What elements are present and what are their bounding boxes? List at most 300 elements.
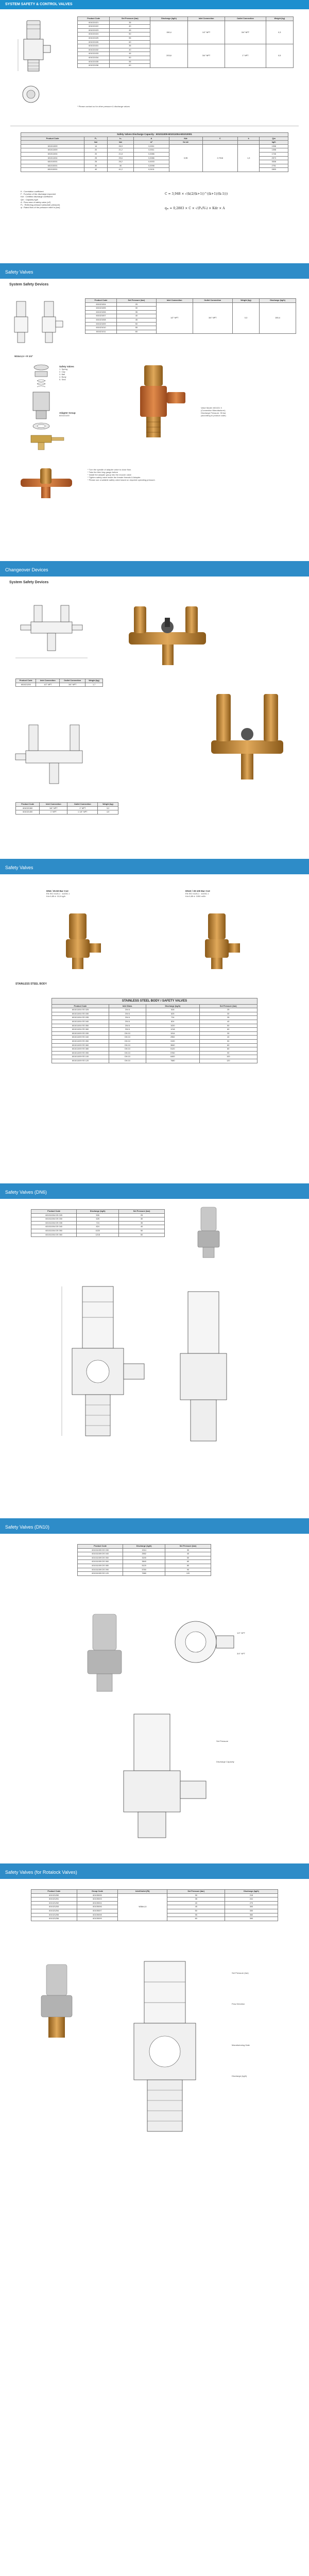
table-cell: 625 [146,1012,200,1016]
right-valve-spec [185,890,210,897]
table-cell: 0,0011 [134,144,169,148]
table-cell: 40 [165,1552,211,1556]
valve-note: Valve Model: 601021 X [201,406,222,409]
col-header: A [134,137,169,141]
callout-item: 3. Ball [59,373,65,376]
table-cell: 601011009 DS 090 [78,1568,123,1572]
table-cell: DN 10 [109,1059,146,1063]
table-cell: 601021035 [78,60,110,64]
table-cell: 30 [165,1548,211,1552]
table-row [78,1552,211,1556]
left-valve-spec-line: EN ISO 4126-1 · A1001.1 [46,892,70,895]
section-band-safety-valves-2: Safety Valves [0,859,309,874]
valve-drawing-top [15,19,52,80]
table-cell: 150,4 [260,302,296,334]
table-cell: DN 6 [109,1020,146,1024]
table-cell: 601011004 SS 040 [52,1020,109,1024]
rotalock-label: Flow Direction [232,2003,245,2005]
table-cell: 601021300 [16,806,40,810]
rotalock-label: Set Pressure (bar) [232,1972,249,1974]
table-cell: 3,2 [98,806,118,810]
table-row [52,1028,258,1032]
col-header [202,141,237,145]
table-cell: 601010001 [21,168,84,172]
table-cell: 7680 [146,1059,200,1063]
section-subtitle: System Safety Devices [9,581,49,584]
section-subtitle: System Safety Devices [9,283,49,286]
legend-item: A : Flow area of safety valve (m²) [21,200,51,204]
table-cell: 724 [77,1221,119,1225]
table-cell: 60 [167,1917,225,1921]
table-cell: 601021032 [78,48,110,52]
table-cell: 6400 [146,1055,200,1059]
table-row [52,1031,258,1036]
table-cell: 0,95 [169,144,202,172]
col-header: Inlet/Outlet (Rt) [118,1890,167,1894]
table-row [21,144,288,148]
table-cell: 3/4" NPT [60,683,85,687]
table-cell: DN 6 [109,1016,146,1020]
table-cell: 30 [116,307,156,311]
callout-item: 2. Cap [59,370,65,373]
col-header: Discharge (kg/h) [260,299,296,303]
rotalock-label: Discharge (kg/h) [232,2075,247,2077]
section-band-safety-valves: Safety Valves [0,263,309,279]
ss-valve-right-illustration [196,910,242,972]
table-cell: 824 [77,1225,119,1229]
table-row [78,1564,211,1568]
section-dn10 [0,1534,309,1853]
table-cell: 0,5 [266,44,294,68]
table-cell: 25 [116,302,156,307]
dn10-label: Discharge Capacity [216,1760,234,1763]
table-cell: 60 [110,40,150,44]
table-row [31,1221,165,1225]
table-row [85,302,296,307]
capacity-table-title: Safety Valves Discharge Capacity : 601011009-601011004-601010001 [21,133,288,137]
col-header: bar [108,141,134,145]
callout-box [59,365,106,381]
col-header: bar [84,141,108,145]
table-cell: 601011009 [21,144,84,148]
valve-top-view [21,84,41,105]
col-header: Group Code [77,1890,118,1894]
callout-title: Safety Valves [59,365,74,368]
table-cell: 0,3 [232,302,259,334]
col-header: Discharge (kg/h) [123,1545,165,1549]
table-cell: 601011004 SS 050 [52,1024,109,1028]
table-row [31,1217,165,1222]
table-cell: 601011009 SS 060 [52,1043,109,1047]
table-row [52,1016,258,1020]
table-cell: 90 [165,1568,211,1572]
table-cell: DN 6 [109,1028,146,1032]
capacity-legend [21,190,154,209]
table-cell: 601011004 DS 035 [31,1221,77,1225]
table-cell: 2552 [123,1552,165,1556]
table-cell: 601021023 [78,28,110,32]
table-cell: 150,4 [150,21,188,44]
table-row [78,44,294,48]
col-header: Inlet Connection [36,679,60,683]
table-cell: 20 [84,148,108,152]
table-cell: 601021025 [78,36,110,40]
table-cell: 1020 [146,1024,200,1028]
table-cell: 601011004 DS 040 [31,1225,77,1229]
col-header: Product Code [31,1890,77,1894]
table-cell: 601021256 [31,1917,77,1921]
table-cell: 40 [84,168,108,172]
table-cell: 3190 [146,1039,200,1043]
table-cell: 601021021 [78,21,110,25]
table-cell: 2,7016 [202,144,237,172]
col-header: kg/h [260,141,288,145]
table-row [52,1020,258,1024]
table-cell: 601011009 SS 030 [52,1031,109,1036]
col-header: Inlet Connection [187,17,225,21]
col-header: Weight (kg) [232,299,259,303]
table-cell: 1/2" NPT [36,683,60,687]
ss-table-title: STAINLESS STEEL BODY / SAFETY VALVES [52,998,258,1005]
table-cell: 241 [225,1897,278,1902]
legend-item: ψ : Rated flow of the pressure relief in (bar) [21,206,60,209]
table-cell: 601011004 SS 035 [52,1016,109,1020]
table-cell: 50 [110,32,150,37]
col-header: Qm [260,137,288,141]
legend-item: P₀ : Relieving pressure (absolute pressure) [21,204,60,207]
table-cell: 25 [84,160,108,164]
table-row [78,1568,211,1572]
table-cell: 1/2" NPT [187,21,225,44]
table-cell: DN 10 [109,1047,146,1052]
table-cell: 3/4" NPT [187,44,225,68]
callout-item: 5. Seal [59,378,66,381]
table-cell: 601011009 SS 040 [52,1036,109,1040]
valve-note: Discharge Pressure: 35 bar [201,412,226,414]
table-cell: 601011009 DS 060 [78,1560,123,1564]
table-cell: DN 10 [109,1031,146,1036]
changeover-table-2 [15,802,118,815]
table-cell: 55 [110,36,150,40]
table-row [52,1039,258,1043]
table-cell: 4,9 [98,810,118,815]
table-cell: 3190 [123,1556,165,1560]
table-cell: 1218 [77,1233,119,1237]
table-row [31,1893,278,1897]
table-cell: 601021036 [78,64,110,68]
col-header: Set Pressure (bar) [199,1004,257,1008]
table-cell: 50 [119,1229,165,1233]
table-cell: 601011004 DS 050 [31,1229,77,1233]
col-header: Discharge (kg/h) [77,1210,119,1214]
table-cell: 30 [108,164,134,168]
col-header: Kdr [169,137,202,141]
table-cell: 601021034 [78,56,110,60]
table-cell: 3538 [260,160,288,164]
table-cell: 40 [110,25,150,29]
table-cell: 203,8 [150,44,188,68]
table-cell: 5760 [123,1568,165,1572]
table-cell: 40 [167,1901,225,1905]
table-cell: DN 10 [109,1055,146,1059]
table-cell: 2552 [146,1036,200,1040]
table-cell: 80 [199,1047,257,1052]
right-valve-spec-line: Kd=0,85 d: 1050 m3/h [185,895,206,897]
table-row [52,1008,258,1012]
table-cell: 50 [199,1024,257,1028]
table-cell: 120 [165,1572,211,1576]
table-row [31,1225,165,1229]
table-cell: 0,0033 [134,160,169,164]
table-cell: 40 [110,48,150,52]
table-cell: 35 [110,44,150,48]
table-cell: 50 [199,1039,257,1043]
table-cell: 601021010 [85,326,117,330]
table-cell: 601050X8 [77,1913,118,1917]
table-cell: 601011009 DS 080 [78,1564,123,1568]
table-cell: 26,9 [108,144,134,148]
table-cell: 824 [146,1020,200,1024]
table-cell: 41,2 [108,168,134,172]
table-cell: 601050X3 [77,1897,118,1902]
table-cell: 601011009 DS 030 [78,1548,123,1552]
table-cell: 0,0086 [134,152,169,156]
col-header: Set Pressure (bar) [110,17,150,21]
top-spec-table [77,16,294,68]
table-cell: DN 10 [109,1051,146,1055]
changeover-table-1 [15,679,103,687]
section-changeover [0,581,309,849]
legend-item: Kdr : Certified discharge coefficient [21,195,53,198]
adapter-code: 601021100 [59,414,70,417]
col-header: Set Pressure (bar) [167,1890,225,1894]
table-row [78,1548,211,1552]
dn10-top-drawing [154,1611,237,1699]
table-row [16,810,118,815]
table-row [52,1012,258,1016]
col-header: Weight (kg) [98,803,118,807]
table-cell: 1,3 [238,144,260,172]
usage-note: * Turn the spindle of adapter valve to close flow. [88,468,131,471]
table-cell: 2833 [260,168,288,172]
table-cell: 601011004 DS 030 [31,1217,77,1222]
table-row [78,21,294,25]
page-banner: SYSTEM SAFETY & CONTROL VALVES [0,0,309,9]
usage-note: * Please use a suitable safety valve based on required operating pressure. [88,479,156,481]
table-row [16,806,118,810]
rotalock-table [31,1889,278,1921]
top-table-note: * Please contact us for other pressure & discharge values [77,105,130,108]
table-cell: 360 [225,1913,278,1917]
table-cell: 3/4" NPT [225,21,266,44]
table-cell: 1746 [260,152,288,156]
section-band-dn6: Safety Valves (DN6) [0,1183,309,1199]
usage-note: * Tighten safety valve inside the female threads & Adapter. [88,476,141,479]
table-cell: 1" NPT [40,810,67,815]
table-cell: 601021006 [85,310,117,314]
table-cell: 601050X5 [77,1893,118,1897]
col-header [21,141,84,145]
table-cell: 90 [199,1051,257,1055]
table-cell: 601011004 [21,156,84,160]
table-cell: 601011004 SS 060 [52,1028,109,1032]
table-cell: DN 6 [109,1024,146,1028]
table-cell: 724 [146,1016,200,1020]
col-header: Weight (kg) [266,17,294,21]
formula-c: C = 3,948 × √(k(2/(k+1))^((k+1)/(k-1))) [165,192,228,196]
table-cell: 35 [119,1221,165,1225]
valve-pair-drawing [11,298,68,350]
table-cell: 21,2 [108,148,134,152]
col-header: Outlet Connection [193,299,232,303]
col-header: Inlet Connection [156,299,193,303]
table-cell: DN 10 [109,1039,146,1043]
table-cell: 601021009 [85,322,117,326]
adapter-title: Adapter Group [59,412,76,414]
table-cell: 60 [116,330,156,334]
table-cell: 601011009 SS 050 [52,1039,109,1043]
table-cell: 601050X6 [77,1905,118,1909]
table-cell: 526 [77,1213,119,1217]
table-cell: 601011009 DS 120 [78,1572,123,1576]
table-cell: 26,2 [108,160,134,164]
table-cell: 1/2" NPT [156,302,193,334]
table-cell: 60 [199,1043,257,1047]
table-cell: 601021011 [85,330,117,334]
table-cell: DN 10 [109,1036,146,1040]
col-header: Outlet Connection [60,679,85,683]
table-cell: 601021033 [78,52,110,56]
table-cell: 0,0101 [134,168,169,172]
section-rotalock [0,1879,309,2167]
table-cell: 601021255 [31,1913,77,1917]
copper-fitting-illustration [15,463,77,504]
col-header: Product Code [52,1004,109,1008]
col-header: C [202,137,237,141]
section-band-dn10: Safety Valves (DN10) [0,1518,309,1534]
legend-item: F : Function of the discharge exponent [21,193,56,196]
formula-qm: qₘ = 0,2883 × C × √(P₀/V₀) × Kdr × A [165,207,225,210]
table-cell: 30 [199,1012,257,1016]
table-cell: 20 [84,152,108,156]
table-cell: 3/4" NPT [193,302,232,334]
dn10-table [77,1544,211,1576]
table-cell: 5120 [123,1564,165,1568]
right-valve-title: DN10 / 30-100 Bar Co2 [185,890,210,892]
thread-label: W24x1,5 + R 1/4" [14,355,33,358]
table-cell: 21,8 [108,152,134,156]
table-row [78,1572,211,1576]
col-header: Set Pressure (bar) [165,1545,211,1549]
table-cell: 601021022 [78,25,110,29]
changeover-technical-drawing-2 [10,704,98,797]
changeover-technical-drawing [10,596,93,668]
table-row [31,1229,165,1233]
table-cell: 601021252 [31,1901,77,1905]
table-row [52,1036,258,1040]
table-cell: 601011009 [21,148,84,152]
table-cell: 300 [225,1905,278,1909]
valve-note: (according to product code) [201,414,226,417]
table-cell: 2751 [260,164,288,168]
col-header: P₀ [84,137,108,141]
table-cell: 330 [225,1909,278,1913]
usage-notes [88,468,294,481]
table-cell: 601011004 DS 060 [31,1233,77,1237]
table-cell: 60 [119,1233,165,1237]
left-valve-spec [46,890,70,897]
table-cell: 40 [199,1036,257,1040]
table-cell: 5120 [146,1047,200,1052]
table-cell: 601021200 [16,683,36,687]
table-cell: 390 [225,1917,278,1921]
usage-note: * Take the third ring gauge before [88,471,118,473]
table-cell: 601010001 [21,164,84,168]
valve-notes [201,406,299,417]
table-cell: 7680 [123,1572,165,1576]
table-cell: 526 [146,1008,200,1012]
table-cell: 0,0011 [134,148,169,152]
col-header: Product Code [85,299,117,303]
dn10-label: 1/2" NPT [237,1632,246,1634]
table-cell: 30 [199,1031,257,1036]
table-cell: 60 [110,64,150,68]
section-capacity [0,129,309,253]
col-header: Product Code [16,679,36,683]
ss-body-label: STAINLESS STEEL BODY [15,982,47,986]
col-header: m² [134,141,169,145]
table-cell: 601011009 DS 050 [78,1556,123,1560]
table-cell: 50 [167,1909,225,1913]
table-row [52,1043,258,1047]
table-cell: 270 [225,1901,278,1905]
table-cell: 601011009 SS 080 [52,1047,109,1052]
table-cell: 35 [110,21,150,25]
col-header: Discharge (kg/h) [146,1004,200,1008]
dn6-valve-photo [191,1204,227,1261]
table-cell: 601021253 [31,1905,77,1909]
section-band-rotalock: Safety Valves (for Rotalock Valves) [0,1863,309,1879]
brass-valve-illustration [113,360,191,463]
table-cell: 30 [167,1893,225,1897]
dn6-technical-drawing [46,1281,149,1477]
table-cell: 601011009 DS 040 [78,1552,123,1556]
table-cell: 601021007 [85,314,117,318]
table-cell: 601021008 [85,318,117,322]
adapter-box [59,412,106,417]
table-cell: DN 6 [109,1008,146,1012]
col-header: Set Pressure (bar) [116,299,156,303]
capacity-table [21,132,288,172]
col-header: Product Code [16,803,40,807]
table-cell: 50 [165,1556,211,1560]
table-cell: W36x1,5 [118,1893,167,1921]
table-cell: 601021250 [31,1893,77,1897]
dn6-table [31,1209,165,1237]
table-cell: 601011004 SS 030 [52,1012,109,1016]
rotalock-label: Manufacturing Date [232,2044,250,2046]
table-cell: 45 [110,28,150,32]
section-dn6 [0,1199,309,1508]
table-cell: 45 [110,52,150,56]
table-cell: 40 [116,314,156,318]
table-cell: 14 [84,144,108,148]
table-cell: 0,0098 [134,164,169,168]
table-cell: 601021400 [16,810,40,815]
table-cell: 0,3 [266,21,294,44]
table-cell: 50 [110,56,150,60]
table-cell: 45 [167,1905,225,1909]
